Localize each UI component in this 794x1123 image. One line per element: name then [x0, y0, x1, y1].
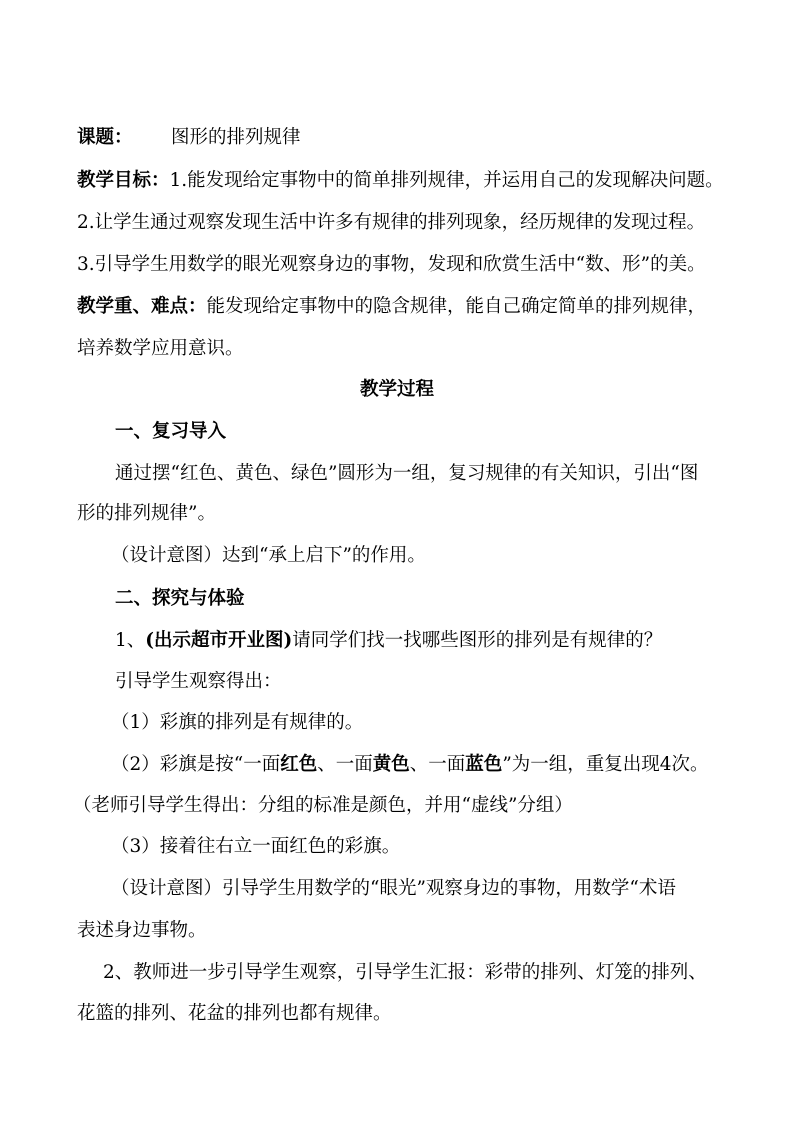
section1-heading: 一、复习导入 [115, 421, 227, 442]
point-2 [0, 754, 794, 776]
point2-blue: 蓝色 [465, 754, 503, 775]
keypoints-line [0, 296, 794, 318]
point2-part: （2）彩旗是按“一面 [111, 754, 281, 775]
section1-paragraph-line2: 形的排列规律”。 [77, 503, 216, 524]
section1-design-intent: （设计意图）达到“承上启下”的作用。 [111, 545, 426, 566]
topic-line [0, 127, 794, 149]
point-3: （3）接着往右立一面红色的彩旗。 [111, 836, 401, 857]
guide-line: 引导学生观察得出： [115, 671, 282, 692]
item2-line2: 花篮的排列、花盆的排列也都有规律。 [77, 1003, 392, 1024]
process-title: 教学过程 [359, 379, 434, 400]
point2-part: ”为一组，重复出现4次。 [502, 754, 709, 775]
keypoints-text-2: 培养数学应用意识。 [77, 338, 244, 359]
point2-part: 、一面 [317, 754, 373, 775]
point-2-note: （老师引导学生得出：分组的标准是颜色，并用“虚线”分组） [73, 795, 573, 816]
item1-prefix: 1、 [115, 630, 146, 651]
keypoints-text-1: 能发现给定事物中的隐含规律，能自己确定简单的排列规律， [206, 296, 707, 317]
point2-yellow: 黄色 [372, 754, 410, 775]
design-intent-2-line1: （设计意图）引导学生用数学的“眼光”观察身边的事物，用数学“术语 [111, 878, 676, 899]
point2-part: 、一面 [409, 754, 466, 775]
item1-bold: (出示超市开业图) [145, 630, 293, 651]
item1-rest: 请同学们找一找哪些图形的排列是有规律的？ [292, 630, 663, 651]
section2-heading: 二、探究与体验 [115, 588, 245, 609]
goals-line [0, 170, 794, 192]
section1-paragraph-line1: 通过摆“红色、黄色、绿色”圆形为一组，复习规律的有关知识，引出“图 [115, 463, 699, 484]
goals-label: 教学目标： [77, 170, 170, 191]
topic-value: 图形的排列规律 [171, 127, 301, 148]
design-intent-2-line2: 表述身边事物。 [77, 920, 207, 941]
keypoints-label: 教学重、难点： [77, 296, 207, 317]
goal-2: 2.让学生通过观察发现生活中许多有规律的排列现象，经历规律的发现过程。 [77, 212, 706, 233]
point-1: （1）彩旗的排列是有规律的。 [111, 712, 364, 733]
goal-3: 3.引导学生用数学的眼光观察身边的事物，发现和欣赏生活中“数、形”的美。 [77, 254, 706, 275]
item2-line1: 2、教师进一步引导学生观察，引导学生汇报：彩带的排列、灯笼的排列、 [103, 962, 707, 983]
topic-label: 课题： [77, 127, 133, 148]
goal-1: 1.能发现给定事物中的简单排列规律，并运用自己的发现解决问题。 [169, 170, 724, 191]
point2-red: 红色 [280, 754, 318, 775]
item1-line [0, 630, 794, 652]
